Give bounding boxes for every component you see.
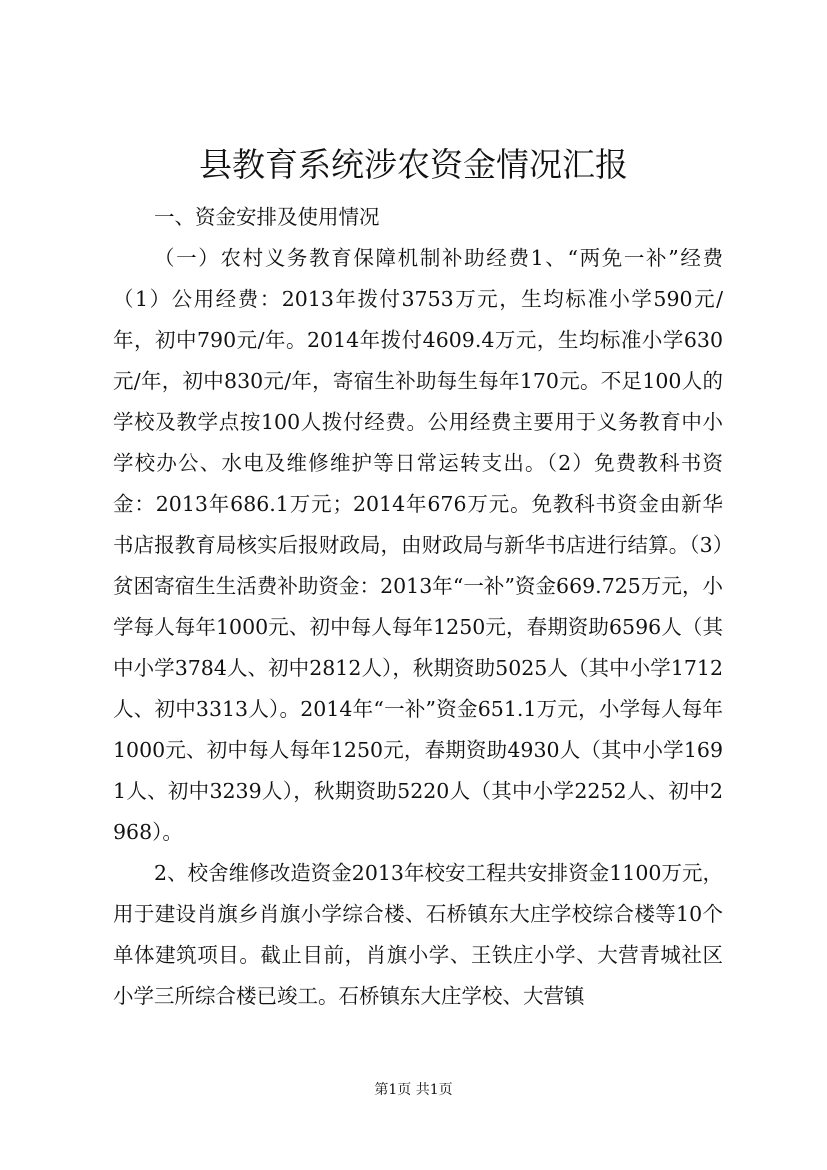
section-heading: 一、资金安排及使用情况 [154,205,380,229]
paragraph: （一）农村义务教育保障机制补助经费1、“两免一补”经费（1）公用经费：2013年拨付3753万元，生均标准小学590元/年，初中790元/年。2014年拨付4609.4万元，生均标准小学630元/年，初中830元/年，寄宿生补助每生每年170元。不足100人的学校及教学点按100人拨付经费。公用经费主要用于义务教育中小学校办公、水电及维修维护等日常运转支出。（2）免费教科书资金：2013年686.1万元；2014年676万元。免教科书资金由新华书店报教育局核实后报财政局，由财政局与新华书店进行结算。（3）贫困寄宿生生活费补助资金：2013年“一补”资金669.725万元，小学每人每年1000元、初中每人每年1250元，春期资助6596人（其中小学3784人、初中2812人），秋期资助5025人（其中小学1712人、初中3313人）。2014年“一补”资金651.1万元，小学每人每年1000元、初中每人每年1250元，春期资助4930人（其中小学1691人、初中3239人），秋期资助5220人（其中小学2252人、初中2968）。 [113,246,723,844]
page-footer: 第1页 共1页 [374,1082,453,1098]
paragraph: 2、校舍维修改造资金2013年校安工程共安排资金1100万元，用于建设肖旗乡肖旗小学综合楼、石桥镇东大庄学校综合楼等10个单体建筑项目。截止目前，肖旗小学、王铁庄小学、大营青城社区小学三所综合楼已竣工。石桥镇东大庄学校、大营镇 [113,861,723,1008]
document-title: 县教育系统涉农资金情况汇报 [199,145,628,184]
document-body [113,197,723,1017]
